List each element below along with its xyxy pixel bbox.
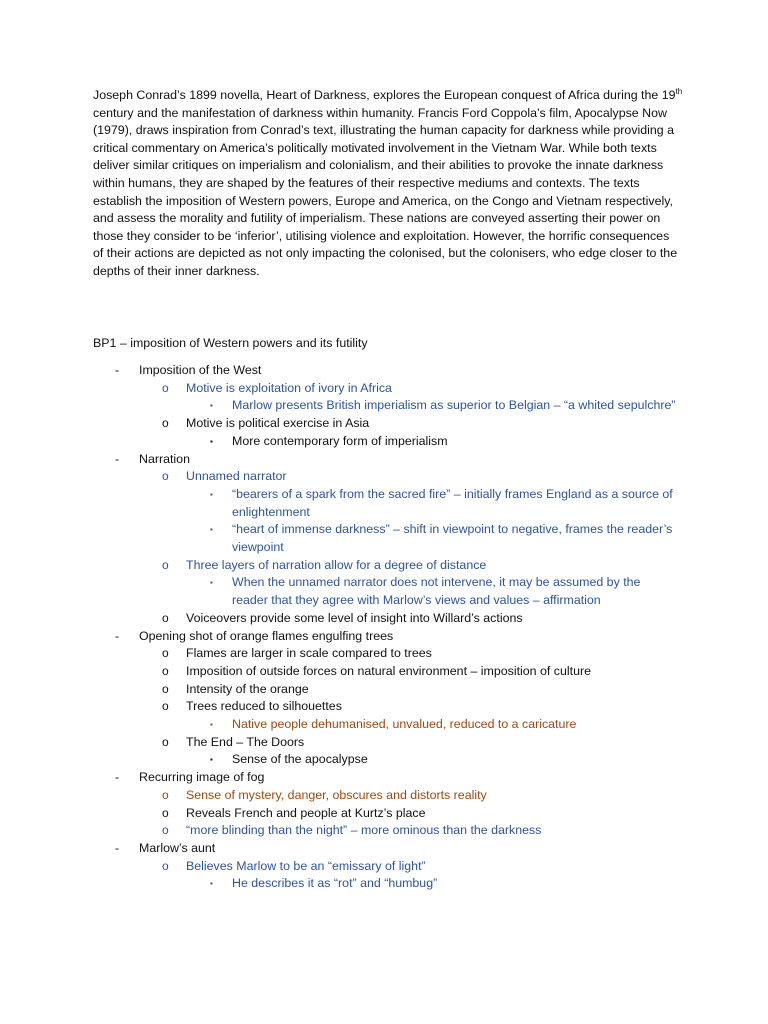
outline-item-level-1 — [0, 769, 768, 787]
list-marker: ▪ — [210, 489, 213, 499]
outline-item-text: Sense of the apocalypse — [232, 752, 368, 767]
list-marker: - — [115, 363, 120, 377]
list-marker: o — [162, 805, 169, 820]
outline-item-text: Three layers of narration allow for a degree of distance — [186, 557, 487, 572]
outline-item-text: Voiceovers provide some level of insight into Willard’s actions — [186, 610, 523, 625]
outline-item-text: Trees reduced to silhouettes — [186, 699, 342, 714]
outline-item-text: “bearers of a spark from the sacred fire” – initially frames England as a source of enlightenment — [232, 486, 673, 519]
list-marker: ▪ — [210, 525, 213, 535]
list-marker: ▪ — [210, 879, 213, 889]
outline-item-level-2 — [0, 787, 768, 805]
outline-item-text: Narration — [139, 451, 190, 466]
outline-item-text: When the unnamed narrator does not intervene, it may be assumed by the reader that they agree with Marlow’s views and values – affirmation — [232, 575, 641, 608]
outline-item-text: Marlow’s aunt — [139, 840, 216, 855]
outline-item-level-2 — [0, 557, 768, 575]
outline-item-text: Opening shot of orange flames engulfing trees — [139, 628, 394, 643]
list-marker: o — [162, 380, 169, 395]
outline-item-text: Marlow presents British imperialism as superior to Belgian – “a whited sepulchre” — [232, 398, 676, 413]
outline-item-text: Recurring image of fog — [139, 770, 265, 785]
outline-item-level-3 — [0, 397, 768, 415]
list-marker: o — [162, 663, 169, 678]
outline-item-level-1 — [0, 628, 768, 646]
ordinal-superscript: th — [675, 86, 683, 96]
outline-item-text: “more blinding than the night” – more ominous than the darkness — [186, 823, 542, 838]
outline-item-level-3 — [0, 716, 768, 734]
outline-item-level-3 — [0, 574, 768, 609]
list-marker: ▪ — [210, 436, 213, 446]
outline-item-level-3 — [0, 751, 768, 769]
outline-item-level-2 — [0, 734, 768, 752]
outline-item-level-1 — [0, 362, 768, 380]
outline-item-level-2 — [0, 415, 768, 433]
list-marker: o — [162, 823, 169, 838]
intro-paragraph — [93, 87, 683, 281]
intro-text-rest: century and the manifestation of darkness within humanity. Francis Ford Coppola’s film, Apocalypse Now (1979), draws inspiration from Conrad’s text, illustrating the human capacity for darkness while providing a critical commentary on America’s politically motivated involvement in the Vietnam War. While both texts deliver similar critiques on imperialism and colonialism, and their abilities to provoke the innate darkness within humans, they are shaped by the features of their respective mediums and contexts. The texts establish the imposition of Western powers, Europe and America, on the Congo and Vietnam respectively, and assess the morality and futility of imperialism. These nations are conveyed asserting their power on those they consider to be ‘inferior’, utilising violence and exploitation. However, the horrific consequences of their actions are depicted as not only impacting the colonised, but the colonisers, who edge closer to the depths of their inner darkness. — [93, 105, 678, 278]
outline-item-level-2 — [0, 805, 768, 823]
list-marker: ▪ — [210, 401, 213, 411]
outline-item-text: Flames are larger in scale compared to trees — [186, 646, 432, 661]
list-marker: ▪ — [210, 578, 213, 588]
outline-item-level-3 — [0, 433, 768, 451]
outline-item-level-1 — [0, 840, 768, 858]
list-marker: o — [162, 469, 169, 484]
outline-item-level-2 — [0, 858, 768, 876]
list-marker: ▪ — [210, 720, 213, 730]
intro-text-start: Joseph Conrad’s 1899 novella, Heart of Darkness, explores the European conquest of Africa during the 19 — [93, 88, 676, 102]
outline-item-level-2 — [0, 610, 768, 628]
outline-item-text: “heart of immense darkness” – shift in viewpoint to negative, frames the reader’s viewpoint — [232, 522, 673, 555]
list-marker: o — [162, 734, 169, 749]
outline-list — [0, 362, 768, 893]
outline-item-text: More contemporary form of imperialism — [232, 433, 448, 448]
outline-item-level-2 — [0, 380, 768, 398]
outline-item-text: The End – The Doors — [186, 734, 305, 749]
outline-item-text: Imposition of the West — [139, 363, 262, 377]
outline-item-level-3 — [0, 875, 768, 893]
outline-item-level-2 — [0, 698, 768, 716]
list-marker: o — [162, 416, 169, 431]
outline-item-text: He describes it as “rot” and “humbug” — [232, 876, 438, 891]
outline-item-level-2 — [0, 468, 768, 486]
outline-item-level-3 — [0, 486, 768, 521]
list-marker: o — [162, 610, 169, 625]
outline-item-text: Motive is exploitation of ivory in Africa — [186, 380, 392, 395]
outline-item-text: Intensity of the orange — [186, 681, 309, 696]
outline-item-level-3 — [0, 521, 768, 556]
list-marker: o — [162, 646, 169, 661]
list-marker: ▪ — [210, 755, 213, 765]
outline-item-level-2 — [0, 681, 768, 699]
list-marker: o — [162, 681, 169, 696]
list-marker: - — [115, 628, 120, 643]
outline-item-level-2 — [0, 822, 768, 840]
list-marker: o — [162, 858, 169, 873]
outline-item-text: Believes Marlow to be an “emissary of light” — [186, 858, 426, 873]
outline-item-level-1 — [0, 451, 768, 469]
outline-item-level-2 — [0, 663, 768, 681]
list-marker: o — [162, 787, 169, 802]
section-heading: BP1 – imposition of Western powers and its futility — [93, 336, 368, 350]
outline-item-text: Native people dehumanised, unvalued, reduced to a caricature — [232, 717, 577, 732]
list-marker: - — [115, 770, 120, 785]
outline-item-text: Sense of mystery, danger, obscures and distorts reality — [186, 787, 487, 802]
list-marker: o — [162, 557, 169, 572]
list-marker: - — [115, 840, 120, 855]
list-marker: o — [162, 699, 169, 714]
outline-item-level-2 — [0, 645, 768, 663]
outline-item-text: Reveals French and people at Kurtz’s place — [186, 805, 426, 820]
outline-item-text: Unnamed narrator — [186, 469, 287, 484]
outline-item-text: Imposition of outside forces on natural environment – imposition of culture — [186, 663, 591, 678]
list-marker: - — [115, 451, 120, 466]
outline-item-text: Motive is political exercise in Asia — [186, 416, 370, 431]
